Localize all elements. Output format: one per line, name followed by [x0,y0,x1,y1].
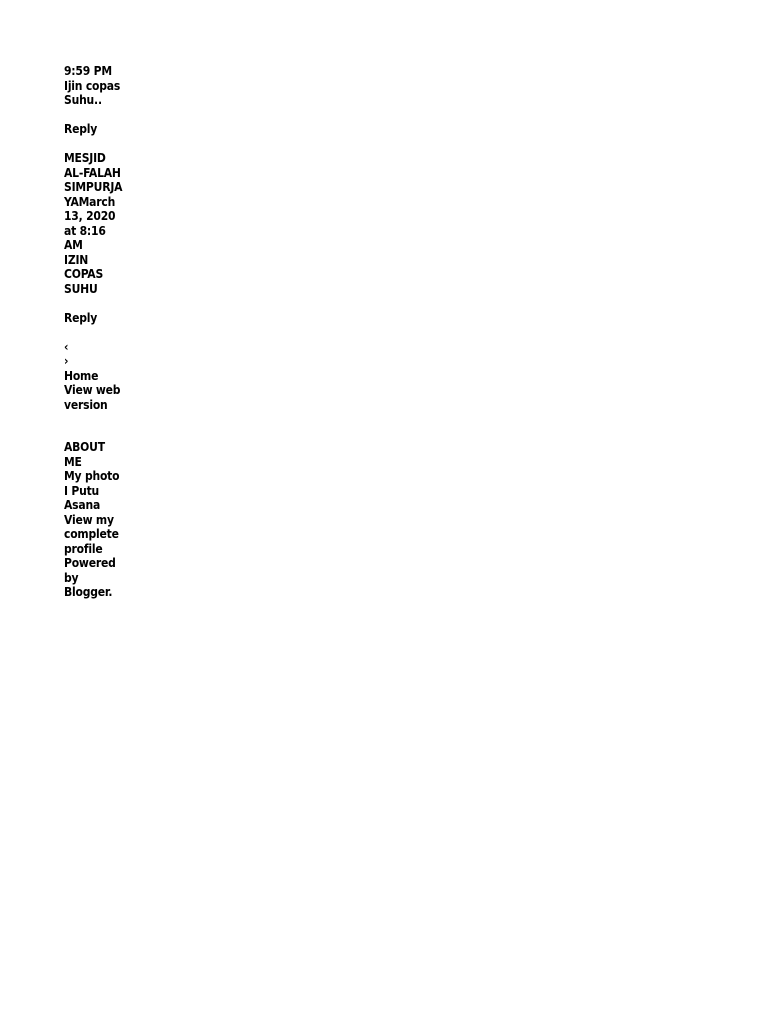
comment-author[interactable]: MESJID [64,151,106,165]
powered-by-text: by [64,570,79,585]
about-heading: ABOUT [64,440,105,454]
spacer [64,108,134,123]
comment-body-line: COPAS [64,267,104,281]
comment-body-line: Suhu.. [64,93,102,107]
spacer [64,325,134,340]
older-posts-arrow-icon[interactable]: › [64,354,69,368]
profile-name-link[interactable]: I Putu [64,483,100,498]
spacer [64,412,134,440]
view-profile-link[interactable]: View my [64,512,114,527]
comment-1 [64,64,134,137]
view-profile-link[interactable]: profile [64,541,103,556]
view-web-version-link[interactable]: version [64,397,108,412]
about-me-section [64,440,134,600]
reply-link[interactable]: Reply [64,310,98,325]
comment-date[interactable]: 13, 2020 [64,209,116,223]
comment-date[interactable]: at 8:16 [64,223,106,238]
comment-timestamp[interactable]: 9:59 PM [64,64,112,78]
powered-by-text: Powered [64,556,116,570]
comment-date[interactable]: AM [64,238,83,252]
spacer [64,137,134,152]
comment-body-line: SUHU [64,281,98,296]
newer-posts-arrow-icon[interactable]: ‹ [64,339,69,354]
comment-author[interactable]: AL-FALAH [64,165,121,180]
view-web-version-link[interactable]: View web [64,383,121,397]
mobile-blog-page [64,64,134,600]
comment-date[interactable]: YAMarch [64,194,116,209]
spacer [64,296,134,311]
blog-pager [64,340,134,413]
reply-link[interactable]: Reply [64,122,98,136]
comment-body-line: Ijin copas [64,78,121,93]
view-profile-link[interactable]: complete [64,527,119,541]
home-link[interactable]: Home [64,368,99,383]
comment-2 [64,151,134,325]
blogger-link[interactable]: Blogger. [64,585,113,599]
comment-author[interactable]: SIMPURJA [64,180,123,194]
profile-name-link[interactable]: Asana [64,498,101,512]
profile-photo[interactable]: My photo [64,469,120,483]
about-heading: ME [64,454,82,469]
comment-body-line: IZIN [64,252,89,267]
